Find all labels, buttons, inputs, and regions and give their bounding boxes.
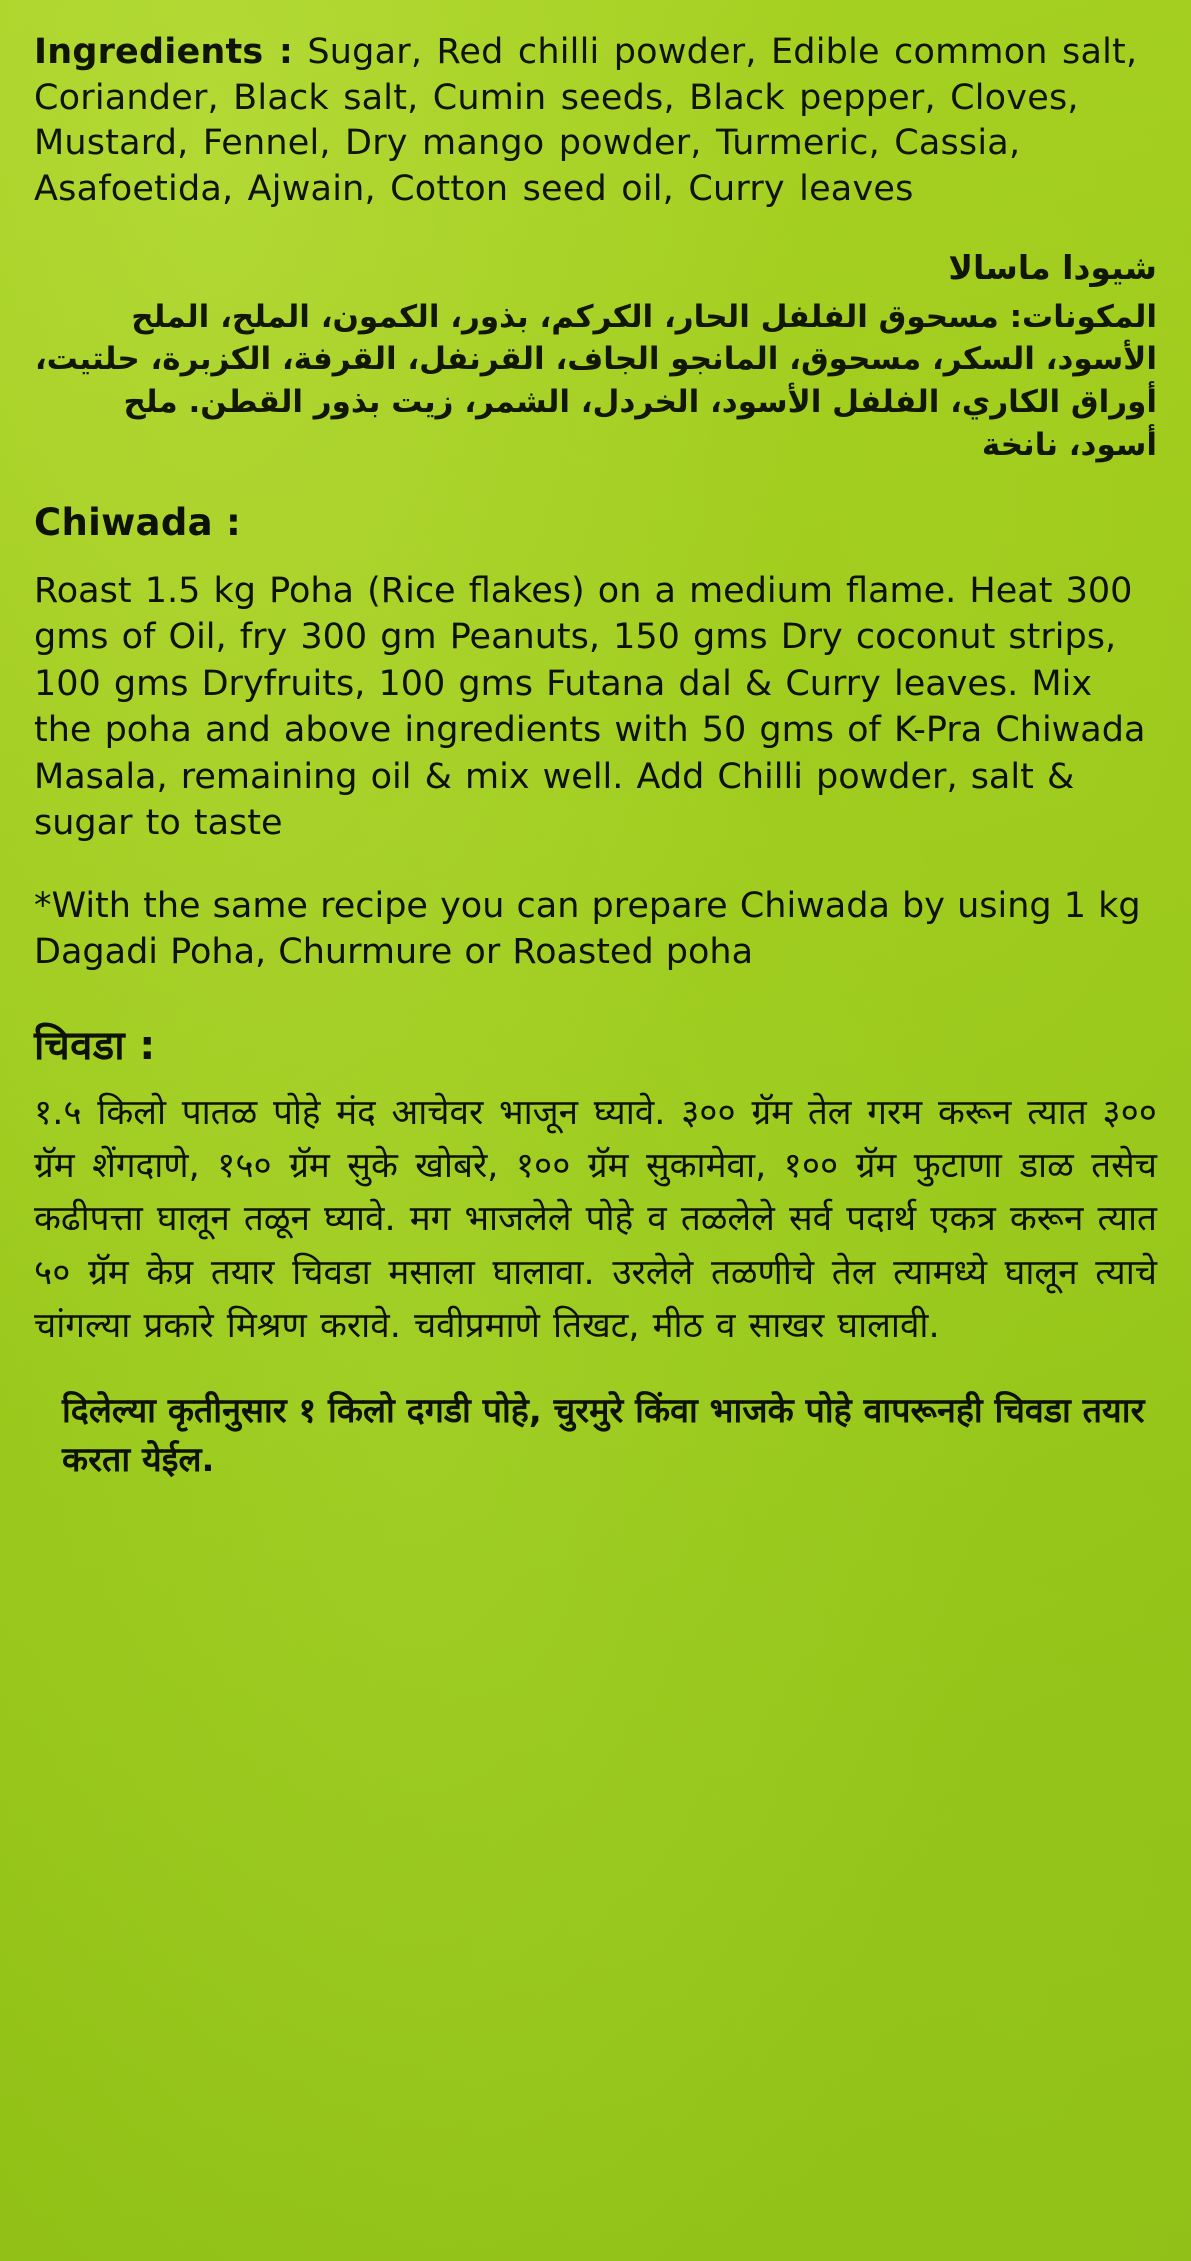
- recipe-note-english: *With the same recipe you can prepare Chiwada by using 1 kg Dagadi Poha, Churmure or Roasted poha: [34, 885, 1141, 973]
- recipe-body-english: Roast 1.5 kg Poha (Rice flakes) on a medium flame. Heat 300 gms of Oil, fry 300 gm Peanuts, 150 gms Dry coconut strips, 100 gms Dryfruits, 100 gms Futana dal & Curry leaves. Mix the poha and above ingredients with 50 gms of K-Pra Chiwada Masala, remaining oil & mix well. Add Chilli powder, salt & sugar to taste: [34, 570, 1146, 844]
- ingredients-paragraph: [34, 30, 1157, 212]
- recipe-heading-english: Chiwada :: [34, 500, 242, 544]
- ingredients-label: Ingredients :: [34, 32, 294, 72]
- arabic-section: [34, 248, 1157, 467]
- arabic-product-title: شيودا ماسالا: [948, 248, 1157, 287]
- arabic-ingredients-text: المكونات: مسحوق الفلفل الحار، الكركم، بذور، الكمون، الملح، الملح الأسود، السكر، مسحوق، المانجو الجاف، القرنفل، القرفة، الكزبرة، حلتيت، أوراق الكاري، الفلفل الأسود، الخردل، الشمر، زيت بذور القطن. ملح أسود، نانخة: [34, 298, 1157, 463]
- recipe-note-marathi: दिलेल्या कृतीनुसार १ किलो दगडी पोहे, चुरमुरे किंवा भाजके पोहे वापरूनही चिवडा तयार करता येईल.: [62, 1390, 1145, 1481]
- ingredients-text: Sugar, Red chilli powder, Edible common salt, Coriander, Black salt, Cumin seeds, Black pepper, Cloves, Mustard, Fennel, Dry mango powder, Turmeric, Cassia, Asafoetida, Ajwain, Cotton seed oil, Curry leaves: [34, 32, 1138, 209]
- recipe-heading-marathi: चिवडा :: [34, 1023, 156, 1070]
- recipe-body-marathi: १.५ किलो पातळ पोहे मंद आचेवर भाजून घ्यावे. ३०० ग्रॅम तेल गरम करून त्यात ३०० ग्रॅम शेंगदाणे, १५० ग्रॅम सुके खोबरे, १०० ग्रॅम सुकामेवा, १०० ग्रॅम फुटाणा डाळ तसेच कढीपत्ता घालून तळून घ्यावे. मग भाजलेले पोहे व तळलेले सर्व पदार्थ एकत्र करून त्यात ५० ग्रॅम केप्र तयार चिवडा मसाला घालावा. उरलेले तळणीचे तेल त्यामध्ये घालून त्याचे चांगल्या प्रकारे मिश्रण करावे. चवीप्रमाणे तिखट, मीठ व साखर घालावी.: [34, 1093, 1157, 1346]
